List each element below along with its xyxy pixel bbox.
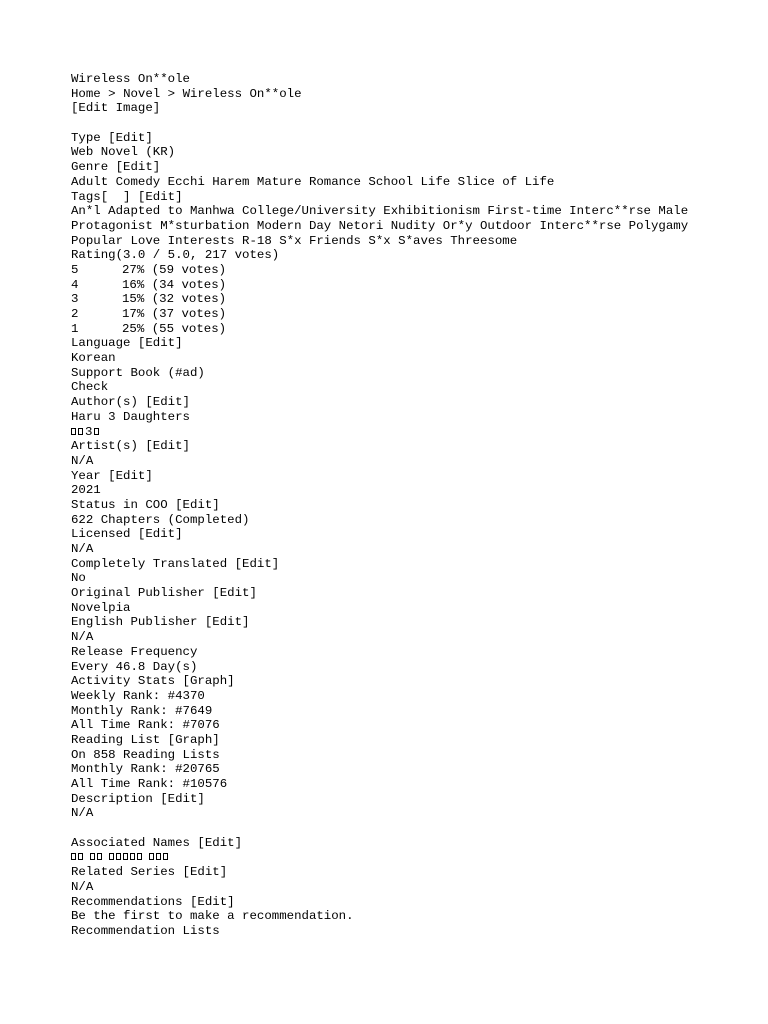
associated-names-label[interactable]: Associated Names [Edit] (71, 835, 243, 850)
description-label[interactable]: Description [Edit] (71, 791, 205, 806)
rating-star: 1 (71, 321, 79, 336)
english-publisher-value: N/A (71, 630, 94, 645)
tags-line[interactable]: Popular Love Interests R-18 S*x Friends S*x S*aves Threesome (71, 233, 518, 248)
missing-glyph-icon (149, 853, 154, 860)
artists-label[interactable]: Artist(s) [Edit] (71, 439, 190, 454)
all-time-rank: All Time Rank: #7076 (71, 718, 220, 733)
missing-glyph-icon (130, 853, 135, 860)
reading-lists-count: On 858 Reading Lists (71, 747, 220, 762)
artists-value: N/A (71, 453, 94, 468)
breadcrumb-current: Wireless On**ole (182, 86, 302, 101)
missing-glyph-icon (109, 853, 114, 860)
licensed-label[interactable]: Licensed [Edit] (71, 527, 183, 542)
missing-glyph-icon (71, 853, 76, 860)
missing-glyph-icon (163, 853, 168, 860)
associated-names-value (71, 850, 751, 865)
licensed-value: N/A (71, 542, 94, 556)
rating-star: 4 (71, 277, 79, 292)
breadcrumb-home[interactable]: Home (71, 86, 101, 101)
genre-value[interactable]: Adult Comedy Ecchi Harem Mature Romance School Life Slice of Life (71, 174, 555, 189)
breadcrumb-separator: > (160, 86, 183, 101)
rating-votes: 16% (34 votes) (122, 277, 227, 292)
rating-votes: 15% (32 votes) (122, 292, 227, 307)
rating-votes: 25% (55 votes) (122, 321, 227, 336)
original-publisher-value[interactable]: Novelpia (71, 600, 131, 615)
tags-label[interactable]: Tags[ ] [Edit] (71, 189, 183, 204)
activity-stats-label[interactable]: Activity Stats [Graph] (71, 674, 235, 689)
original-publisher-label[interactable]: Original Publisher [Edit] (71, 586, 257, 601)
spacer (71, 116, 751, 131)
recommendations-value: Be the first to make a recommendation. (71, 909, 354, 924)
reading-monthly-rank: Monthly Rank: #20765 (71, 762, 220, 777)
type-label[interactable]: Type [Edit] (71, 130, 153, 145)
rating-star: 2 (71, 307, 79, 321)
authors-label[interactable]: Author(s) [Edit] (71, 395, 190, 410)
recommendations-label[interactable]: Recommendations [Edit] (71, 894, 235, 909)
authors-native-digit: 3 (85, 424, 93, 439)
genre-label[interactable]: Genre [Edit] (71, 160, 161, 175)
missing-glyph-icon (156, 853, 161, 860)
english-publisher-label[interactable]: English Publisher [Edit] (71, 615, 250, 630)
weekly-rank: Weekly Rank: #4370 (71, 688, 205, 703)
recommendation-lists-label: Recommendation Lists (71, 923, 220, 938)
breadcrumb (71, 87, 751, 102)
language-value[interactable]: Korean (71, 351, 116, 366)
reading-list-label[interactable]: Reading List [Graph] (71, 732, 220, 747)
authors-native-name[interactable] (71, 425, 751, 440)
rating-row (71, 292, 751, 307)
year-label[interactable]: Year [Edit] (71, 468, 153, 483)
spacer (71, 821, 751, 836)
monthly-rank: Monthly Rank: #7649 (71, 703, 213, 718)
breadcrumb-separator: > (100, 86, 124, 101)
rating-row (71, 278, 751, 293)
type-value[interactable]: Web Novel (KR) (71, 145, 176, 160)
breadcrumb-novel[interactable]: Novel (123, 86, 161, 101)
language-label[interactable]: Language [Edit] (71, 336, 183, 351)
related-series-label[interactable]: Related Series [Edit] (71, 865, 228, 880)
missing-glyph-icon (137, 853, 142, 860)
missing-glyph-icon (123, 853, 128, 860)
missing-glyph-icon (116, 853, 121, 860)
tags-line[interactable]: Protagonist M*sturbation Modern Day Netori Nudity Or*y Outdoor Interc**rse Polygamy (71, 218, 689, 233)
year-value: 2021 (71, 483, 101, 498)
missing-glyph-icon (97, 853, 102, 860)
rating-votes: 27% (59 votes) (122, 262, 227, 277)
related-series-value: N/A (71, 879, 94, 894)
rating-row (71, 263, 751, 278)
series-title: Wireless On**ole (71, 72, 190, 86)
missing-glyph-icon (71, 428, 76, 435)
translated-label[interactable]: Completely Translated [Edit] (71, 556, 280, 571)
status-label[interactable]: Status in COO [Edit] (71, 497, 220, 512)
reading-all-time-rank: All Time Rank: #10576 (71, 777, 228, 791)
missing-glyph-icon (78, 428, 83, 435)
release-frequency-label: Release Frequency (71, 644, 198, 659)
status-value: 622 Chapters (Completed) (71, 512, 250, 527)
missing-glyph-icon (78, 853, 83, 860)
rating-star: 3 (71, 292, 79, 307)
release-frequency-value: Every 46.8 Day(s) (71, 659, 198, 674)
missing-glyph-icon (90, 853, 95, 860)
edit-image-link[interactable]: [Edit Image] (71, 101, 161, 116)
rating-votes: 17% (37 votes) (122, 307, 227, 321)
rating-label: Rating(3.0 / 5.0, 217 votes) (71, 248, 280, 263)
tags-line[interactable]: An*l Adapted to Manhwa College/University Exhibitionism First-time Interc**rse Male (71, 204, 689, 219)
authors-value[interactable]: Haru 3 Daughters (71, 409, 190, 424)
rating-row (71, 322, 751, 337)
missing-glyph-icon (94, 428, 99, 435)
rating-star: 5 (71, 262, 79, 277)
series-page (71, 72, 751, 939)
support-label: Support Book (#ad) (71, 365, 205, 380)
rating-row (71, 307, 751, 322)
translated-value: No (71, 571, 86, 586)
description-value: N/A (71, 806, 94, 821)
support-check-link[interactable]: Check (71, 380, 109, 395)
